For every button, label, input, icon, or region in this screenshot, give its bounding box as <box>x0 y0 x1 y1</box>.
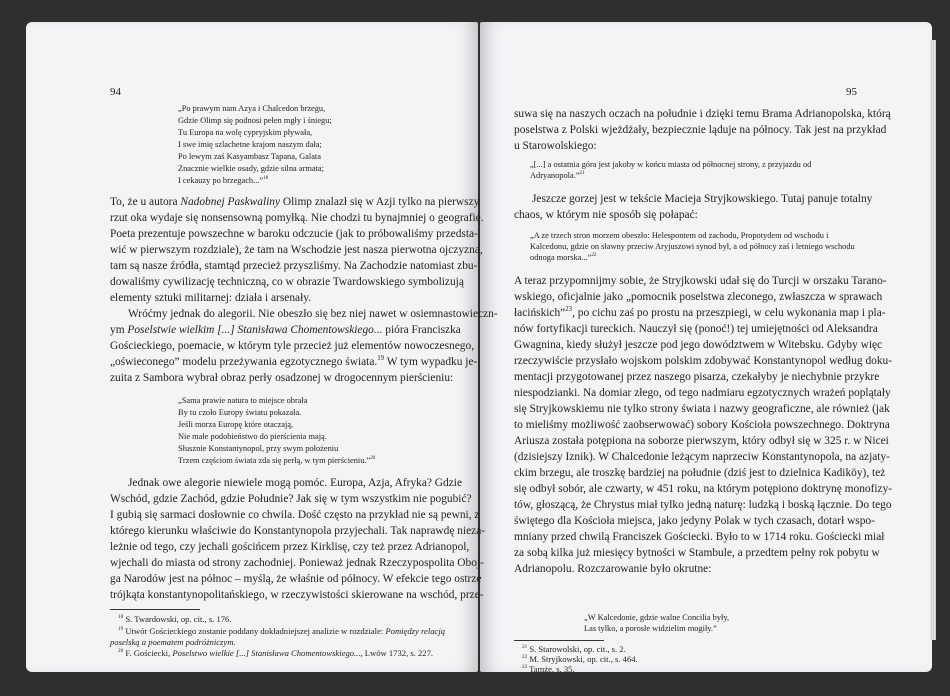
text-line: chaos, w którym nie sposób się połapać: <box>514 209 698 221</box>
footnote: $^{21}$ S. Starowolski, op. cit., s. 2. <box>522 644 626 654</box>
quote-line: Las tylko, a porosłe widzielim mogiły.” <box>584 624 717 633</box>
poem-line: Gdzie Olimp się podnosi pełen mgły i śniegu; <box>178 116 332 125</box>
text-line: Gościeckiego, poemacie, w którym tyle przecież już elementów nowoczesnego, <box>110 340 475 352</box>
page-number-right: 95 <box>846 86 857 98</box>
text-line: elementy sztuki militarnej: działa i arsenały. <box>110 292 312 304</box>
poem-line: By tu czoło Europy światu pokazała. <box>178 408 302 417</box>
text-line: świętego dla Kościoła miejsca, jako jedyny Polak w tych czasach, dotarł wspo- <box>514 515 875 527</box>
text-line: Poeta prezentuje powszechne w baroku odczucie (jak to próbowaliśmy przedsta- <box>110 228 478 240</box>
text-line: poselstwa z Polski wjeżdżały, bezpiecznie ląduje na północy. Tak jest na przykład <box>514 124 887 136</box>
poem-line: Jeśli morza Europę które otaczają, <box>178 420 294 429</box>
text-line: niespodzianki. Na domiar złego, od tego nadmiaru egzotycznych wrażeń poplątały <box>514 387 891 399</box>
text-line: dowaliśmy cywilizację techniczną, co w obrazie Twardowskiego symbolizują <box>110 276 464 288</box>
text-line: „oświeconego” modelu przeżywania egzotycznego świata.$^{19}$ W tym wypadku je- <box>110 355 478 368</box>
poem-line: „Po prawym nam Azya i Chalcedon brzegu, <box>178 104 326 113</box>
footnote-divider <box>110 609 200 610</box>
footnote-ref: 20 <box>370 456 376 462</box>
poem-line: Znacznie wielkie osady, gdzie silna armata; <box>178 164 324 173</box>
text-line: Jeszcze gorzej jest w tekście Macieja Stryjkowskiego. Tutaj panuje totalny <box>532 193 873 205</box>
footnote: $^{23}$ Tamże, s. 35. <box>522 664 575 674</box>
poem-line: Po lewym zaś Kasyambasz Tapana, Galata <box>178 152 321 161</box>
text-line: zuita z Sambora wybrał obraz perły osadzonej w drogocennym pierścieniu: <box>110 372 454 384</box>
quote-line: „A ze trzech stron morzem obeszło: Helespontem od zachodu, Propotydem od wschodu i <box>530 231 829 240</box>
text-line: za sobą kilka już miesięcy bytności w Stambule, a przedtem pełny rok pobytu w <box>514 547 880 559</box>
footnote-continuation: poselską a poematem podróżniczym. <box>110 637 236 647</box>
text-line: się odbył sobór, ale czwarty, w 451 roku, na którym potępiono doktrynę monofizy- <box>514 483 893 495</box>
text-line: się Stryjkowskiemu nie tylko strony świata i nazwy geograficzne, ale również (jak <box>514 403 890 415</box>
quote-line: Kalcedonu, gdzie on sławny przeciw Aryjuszowi synod był, a od północy zaś i letniego wschodu <box>530 242 855 251</box>
page-number-left: 94 <box>110 86 121 98</box>
text-line: łacińskich”$^{23}$, po cichu zaś po prostu na przeszpiegi, w celu wykonania map i pla- <box>514 306 886 319</box>
text-line: wić w pierwszym rozdziale), że tam na Wschodzie jest nasza pierwotna ojczyzna, <box>110 244 483 256</box>
footnote: $^{20}$ F. Gościecki, Poselstwo wielkie [...] Stanisława Chomentowskiego..., Lwów 1732, s. 227. <box>118 648 434 658</box>
text-line: leżnie od tego, czy jechali gościńcem przez Kirklisę, czy też przez Adrianopol, <box>110 541 470 553</box>
text-line: Adrianopolu. Rozczarowanie było okrutne: <box>514 563 712 575</box>
text-line: mniany przed chwilą Franciszek Gościecki. Było to w 1714 roku. Gościecki miał <box>514 531 885 543</box>
text-line: Wschód, gdzie Zachód, gdzie Południe? Jak się w tym wszystkim nie pogubić? <box>110 493 472 505</box>
text-line: Gwagnina, kiedy służył jeszcze pod jego dowództwem w Witebsku. Gdyby więc <box>514 339 883 351</box>
poem-line: I cekauzy po brzegach...”$^{18}$ <box>178 176 269 185</box>
footnote-divider <box>514 640 604 641</box>
poem-line: Nie małe podobieństwo do pierścienia mają. <box>178 432 327 441</box>
text-line: ckim brzegu, ale troszkę bardziej na południe (dziś jest to dzielnica Kadiköy), też <box>514 467 886 479</box>
text-line: ym Poselstwie wielkim [...] Stanisława Chomentowskiego... pióra Franciszka <box>110 324 461 336</box>
poem-line: I swe imię szlachetne krajom naszym dała; <box>178 140 322 149</box>
text-line: u Starowolskiego: <box>514 140 597 152</box>
footnote: $^{19}$ Utwór Gościeckiego zostanie poddany dokładniejszej analizie w rozdziale: Pomiędzy relacją <box>118 626 446 636</box>
text-line: ga Narodów jest na północ – myślą, że właśnie od północy. W efekcie tego ostrze <box>110 573 482 585</box>
footnote-ref: 18 <box>263 176 269 182</box>
poem-line: „Sama prawie natura to miejsce obrała <box>178 396 308 405</box>
poem-line: Słusznie Konstantynopol, przy swym położeniu <box>178 444 339 453</box>
text-line: Jednak owe alegorie niewiele mogą pomóc. Europa, Azja, Afryka? Gdzie <box>128 477 462 489</box>
text-line: którego kierunku właściwie do Konstantynopola przyjechali. Tak naprawdę nieza- <box>110 525 486 537</box>
quote-line: Adryanopola.”$^{21}$ <box>530 171 585 180</box>
text-line: wjechali do miasta od strony zachodniej. Ponieważ jednak Rzeczypospolita Oboj- <box>110 557 484 569</box>
quote-line: odnoga morska...”$^{22}$ <box>530 253 597 262</box>
text-line: tów, głoszącą, że Chrystus miał tylko jedną naturę: ludzką i boską łącznie. Do tego <box>514 499 892 511</box>
text-line: A teraz przypomnijmy sobie, że Stryjkowski udał się do Turcji w orszaku Tarano- <box>514 275 887 287</box>
text-line: suwa się na naszych oczach na południe i dzięki temu Brama Adrianopolska, którą <box>514 108 891 120</box>
text-line: rzut oka wydaje się nonsensowną pomyłką. Nie chodzi tu bynajmniej o geografię. <box>110 212 484 224</box>
quote-line: „W Kalcedonie, gdzie walne Concilia były, <box>584 613 730 622</box>
footnote-ref: 22 <box>591 253 597 259</box>
poem-line: Trzem częściom świata zda się perłą, w tym pierścieniu.”$^{20}$ <box>178 456 376 465</box>
text-line: (dzisiejszy Iznik). W Chalcedonie leżącym naprzeciw Konstantynopola, na azjaty- <box>514 451 890 463</box>
text-line: tam są nasze źródła, stamtąd przecież przyszliśmy. Na Zachodzie natomiast zbu- <box>110 260 478 272</box>
text-line: I gubią się sarmaci dosłownie co chwila. Dość często na przykład nie są pewni, z <box>110 509 480 521</box>
text-line: mentacji przygotowanej przez naszego pisarza, czekałyby je niechybnie przykre <box>514 371 880 383</box>
quote-line: „[...] a ostatnia góra jest jakoby w końcu miasta od północnej strony, z przyjazdu od <box>530 160 812 169</box>
footnote: $^{18}$ S. Twardowski, op. cit., s. 176. <box>118 614 232 624</box>
footnote-ref: 19 <box>377 355 385 363</box>
footnote-ref: 23 <box>565 306 573 314</box>
poem-line: Tu Europa na wolę cypryjskim pływała, <box>178 128 313 137</box>
text-line: nów fortyfikacji tureckich. Nauczył się (ponoć!) tej umiejętności od Aleksandra <box>514 323 878 335</box>
footnote-ref: 21 <box>579 171 585 177</box>
text-line: trójkąta konstantynopolitańskiego, w rzeczywistości skierowane na wschód, prze- <box>110 589 484 601</box>
text-line: rzeczywiście przysłało wojskom polskim zdobywać Konstantynopol według doku- <box>514 355 893 367</box>
page-edges <box>930 40 936 640</box>
text-line: Wróćmy jednak do alegorii. Nie obeszło się bez niej nawet w osiemnastowieczn- <box>128 308 498 320</box>
text-line: Ariusza została potępiona na soborze pierwszym, który odbył się w 325 r. w Nicei <box>514 435 889 447</box>
footnote: $^{22}$ M. Stryjkowski, op. cit., s. 464. <box>522 654 638 664</box>
text-line: To, że u autora Nadobnej Paskwaliny Olimp znalazł się w Azji tylko na pierwszy <box>110 196 480 208</box>
text-line: to mieliśmy możliwość zaobserwować) sobory Kościoła powszechnego. Doktryna <box>514 419 890 431</box>
text-line: wskiego, oficjalnie jako „pomocnik poselstwa zleconego, zwłaszcza w sprawach <box>514 291 883 303</box>
